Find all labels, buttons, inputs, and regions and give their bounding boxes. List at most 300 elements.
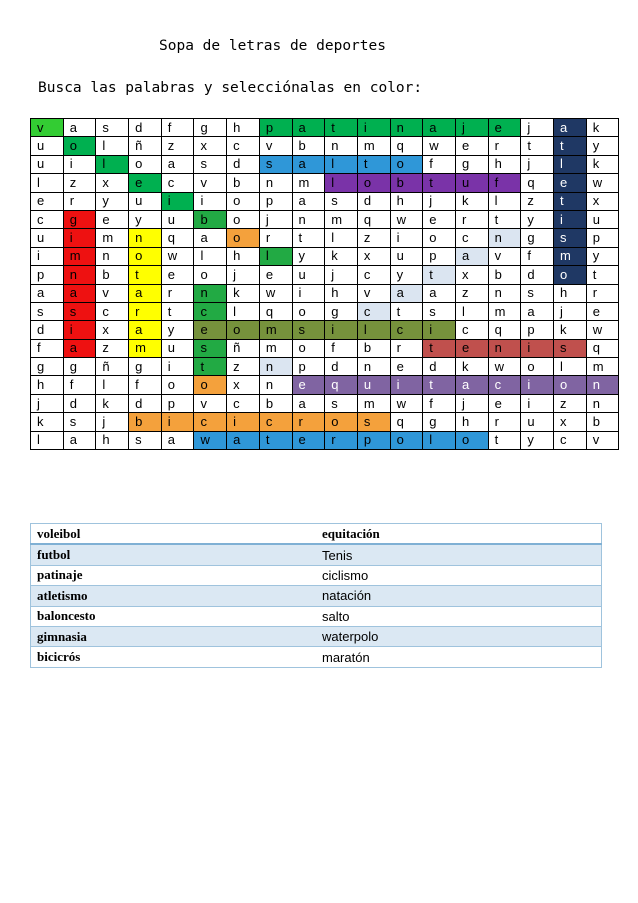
grid-cell[interactable]: a (292, 119, 325, 137)
grid-cell[interactable]: c (161, 174, 194, 192)
grid-cell[interactable]: s (129, 431, 162, 449)
grid-cell[interactable]: h (227, 247, 260, 265)
grid-cell[interactable]: t (161, 302, 194, 320)
grid-cell[interactable]: n (488, 339, 521, 357)
grid-cell[interactable]: u (31, 229, 64, 247)
grid-cell[interactable]: l (259, 247, 292, 265)
grid-cell[interactable]: n (586, 376, 619, 394)
grid-cell[interactable]: t (259, 431, 292, 449)
grid-cell[interactable]: x (554, 413, 587, 431)
grid-cell[interactable]: e (129, 174, 162, 192)
grid-cell[interactable]: a (63, 284, 96, 302)
grid-cell[interactable]: p (161, 394, 194, 412)
grid-cell[interactable]: p (357, 431, 390, 449)
grid-cell[interactable]: a (292, 192, 325, 210)
grid-cell[interactable]: y (586, 247, 619, 265)
grid-cell[interactable]: n (259, 376, 292, 394)
grid-cell[interactable]: g (129, 358, 162, 376)
grid-cell[interactable]: z (96, 339, 129, 357)
grid-cell[interactable]: c (227, 137, 260, 155)
grid-cell[interactable]: z (227, 358, 260, 376)
grid-cell[interactable]: m (96, 229, 129, 247)
grid-cell[interactable]: d (357, 192, 390, 210)
grid-cell[interactable]: e (455, 137, 488, 155)
grid-cell[interactable]: b (357, 339, 390, 357)
grid-cell[interactable]: g (63, 210, 96, 228)
grid-cell[interactable]: q (488, 321, 521, 339)
grid-cell[interactable]: x (96, 321, 129, 339)
grid-cell[interactable]: a (129, 321, 162, 339)
grid-cell[interactable]: r (63, 192, 96, 210)
grid-cell[interactable]: n (194, 284, 227, 302)
grid-cell[interactable]: d (423, 358, 456, 376)
grid-cell[interactable]: c (554, 431, 587, 449)
grid-cell[interactable]: b (227, 174, 260, 192)
grid-cell[interactable]: q (259, 302, 292, 320)
grid-cell[interactable]: u (455, 174, 488, 192)
grid-cell[interactable]: c (357, 302, 390, 320)
grid-cell[interactable]: y (292, 247, 325, 265)
grid-cell[interactable]: o (227, 229, 260, 247)
grid-cell[interactable]: i (161, 413, 194, 431)
grid-cell[interactable]: x (455, 266, 488, 284)
grid-cell[interactable]: c (194, 302, 227, 320)
grid-cell[interactable]: n (259, 174, 292, 192)
grid-cell[interactable]: z (521, 192, 554, 210)
grid-cell[interactable]: w (161, 247, 194, 265)
grid-cell[interactable]: o (227, 210, 260, 228)
grid-cell[interactable]: i (63, 321, 96, 339)
grid-cell[interactable]: g (63, 358, 96, 376)
grid-cell[interactable]: e (259, 266, 292, 284)
grid-cell[interactable]: t (325, 119, 358, 137)
grid-cell[interactable]: j (455, 394, 488, 412)
grid-cell[interactable]: t (423, 339, 456, 357)
grid-cell[interactable]: u (292, 266, 325, 284)
grid-cell[interactable]: l (325, 155, 358, 173)
grid-cell[interactable]: s (259, 155, 292, 173)
grid-cell[interactable]: h (31, 376, 64, 394)
grid-cell[interactable]: p (31, 266, 64, 284)
grid-cell[interactable]: r (390, 339, 423, 357)
grid-cell[interactable]: c (259, 413, 292, 431)
grid-cell[interactable]: l (325, 229, 358, 247)
grid-cell[interactable]: s (554, 229, 587, 247)
grid-cell[interactable]: s (63, 413, 96, 431)
grid-cell[interactable]: m (63, 247, 96, 265)
grid-cell[interactable]: c (488, 376, 521, 394)
grid-cell[interactable]: i (521, 394, 554, 412)
grid-cell[interactable]: y (521, 431, 554, 449)
grid-cell[interactable]: m (129, 339, 162, 357)
grid-cell[interactable]: v (357, 284, 390, 302)
grid-cell[interactable]: u (390, 247, 423, 265)
grid-cell[interactable]: c (390, 321, 423, 339)
grid-cell[interactable]: l (357, 321, 390, 339)
grid-cell[interactable]: k (554, 321, 587, 339)
grid-cell[interactable]: g (31, 358, 64, 376)
grid-cell[interactable]: u (161, 339, 194, 357)
grid-cell[interactable]: t (423, 174, 456, 192)
grid-cell[interactable]: c (455, 321, 488, 339)
grid-cell[interactable]: t (357, 155, 390, 173)
grid-cell[interactable]: n (292, 210, 325, 228)
grid-cell[interactable]: v (488, 247, 521, 265)
grid-cell[interactable]: x (586, 192, 619, 210)
grid-cell[interactable]: o (423, 229, 456, 247)
grid-cell[interactable]: y (586, 137, 619, 155)
grid-cell[interactable]: b (390, 174, 423, 192)
grid-cell[interactable]: s (194, 339, 227, 357)
grid-cell[interactable]: ñ (227, 339, 260, 357)
grid-cell[interactable]: k (455, 358, 488, 376)
grid-cell[interactable]: e (194, 321, 227, 339)
grid-cell[interactable]: e (292, 431, 325, 449)
grid-cell[interactable]: o (129, 155, 162, 173)
grid-cell[interactable]: v (194, 174, 227, 192)
grid-cell[interactable]: d (31, 321, 64, 339)
grid-cell[interactable]: e (455, 339, 488, 357)
grid-cell[interactable]: o (357, 174, 390, 192)
grid-cell[interactable]: f (423, 155, 456, 173)
grid-cell[interactable]: r (488, 413, 521, 431)
grid-cell[interactable]: g (325, 302, 358, 320)
grid-cell[interactable]: d (521, 266, 554, 284)
grid-cell[interactable]: x (227, 376, 260, 394)
grid-cell[interactable]: a (63, 339, 96, 357)
grid-cell[interactable]: a (521, 302, 554, 320)
grid-cell[interactable]: w (259, 284, 292, 302)
grid-cell[interactable]: k (96, 394, 129, 412)
grid-cell[interactable]: n (357, 358, 390, 376)
grid-cell[interactable]: a (63, 119, 96, 137)
grid-cell[interactable]: r (292, 413, 325, 431)
grid-cell[interactable]: f (31, 339, 64, 357)
grid-cell[interactable]: q (586, 339, 619, 357)
grid-cell[interactable]: l (423, 431, 456, 449)
grid-cell[interactable]: b (259, 394, 292, 412)
grid-cell[interactable]: u (521, 413, 554, 431)
grid-cell[interactable]: j (227, 266, 260, 284)
grid-cell[interactable]: c (227, 394, 260, 412)
grid-cell[interactable]: s (423, 302, 456, 320)
grid-cell[interactable]: v (194, 394, 227, 412)
grid-cell[interactable]: f (325, 339, 358, 357)
grid-cell[interactable]: y (96, 192, 129, 210)
grid-cell[interactable]: f (521, 247, 554, 265)
grid-cell[interactable]: j (521, 119, 554, 137)
grid-cell[interactable]: n (488, 284, 521, 302)
grid-cell[interactable]: s (521, 284, 554, 302)
grid-cell[interactable]: i (521, 376, 554, 394)
grid-cell[interactable]: o (325, 413, 358, 431)
grid-cell[interactable]: l (31, 431, 64, 449)
grid-cell[interactable]: s (194, 155, 227, 173)
grid-cell[interactable]: a (194, 229, 227, 247)
grid-cell[interactable]: t (423, 376, 456, 394)
grid-cell[interactable]: c (357, 266, 390, 284)
grid-cell[interactable]: b (292, 137, 325, 155)
grid-cell[interactable]: a (161, 431, 194, 449)
grid-cell[interactable]: e (586, 302, 619, 320)
grid-cell[interactable]: t (423, 266, 456, 284)
grid-cell[interactable]: i (325, 321, 358, 339)
grid-cell[interactable]: m (292, 174, 325, 192)
grid-cell[interactable]: m (554, 247, 587, 265)
grid-cell[interactable]: w (194, 431, 227, 449)
grid-cell[interactable]: e (292, 376, 325, 394)
grid-cell[interactable]: n (96, 247, 129, 265)
grid-cell[interactable]: s (31, 302, 64, 320)
grid-cell[interactable]: a (554, 119, 587, 137)
grid-cell[interactable]: m (325, 210, 358, 228)
grid-cell[interactable]: o (161, 376, 194, 394)
grid-cell[interactable]: k (586, 119, 619, 137)
grid-cell[interactable]: n (488, 229, 521, 247)
grid-cell[interactable]: p (259, 192, 292, 210)
grid-cell[interactable]: l (554, 155, 587, 173)
grid-cell[interactable]: h (390, 192, 423, 210)
grid-cell[interactable]: a (423, 119, 456, 137)
grid-cell[interactable]: f (423, 394, 456, 412)
grid-cell[interactable]: v (586, 431, 619, 449)
grid-cell[interactable]: s (554, 339, 587, 357)
grid-cell[interactable]: r (325, 431, 358, 449)
grid-cell[interactable]: l (325, 174, 358, 192)
grid-cell[interactable]: o (390, 155, 423, 173)
grid-cell[interactable]: q (357, 210, 390, 228)
grid-cell[interactable]: g (455, 155, 488, 173)
grid-cell[interactable]: i (554, 210, 587, 228)
grid-cell[interactable]: e (31, 192, 64, 210)
grid-cell[interactable]: t (390, 302, 423, 320)
grid-cell[interactable]: n (129, 229, 162, 247)
grid-cell[interactable]: a (455, 247, 488, 265)
grid-cell[interactable]: e (423, 210, 456, 228)
grid-cell[interactable]: h (227, 119, 260, 137)
grid-cell[interactable]: o (227, 321, 260, 339)
grid-cell[interactable]: x (357, 247, 390, 265)
grid-cell[interactable]: v (96, 284, 129, 302)
grid-cell[interactable]: l (455, 302, 488, 320)
grid-cell[interactable]: o (129, 247, 162, 265)
grid-cell[interactable]: p (423, 247, 456, 265)
grid-cell[interactable]: j (325, 266, 358, 284)
grid-cell[interactable]: w (423, 137, 456, 155)
grid-cell[interactable]: ñ (129, 137, 162, 155)
grid-cell[interactable]: n (586, 394, 619, 412)
grid-cell[interactable]: o (292, 302, 325, 320)
grid-cell[interactable]: u (161, 210, 194, 228)
grid-cell[interactable]: z (455, 284, 488, 302)
grid-cell[interactable]: o (554, 266, 587, 284)
grid-cell[interactable]: m (586, 358, 619, 376)
grid-cell[interactable]: h (325, 284, 358, 302)
grid-cell[interactable]: a (31, 284, 64, 302)
grid-cell[interactable]: k (455, 192, 488, 210)
grid-cell[interactable]: m (488, 302, 521, 320)
grid-cell[interactable]: q (521, 174, 554, 192)
grid-cell[interactable]: f (488, 174, 521, 192)
grid-cell[interactable]: h (455, 413, 488, 431)
grid-cell[interactable]: k (31, 413, 64, 431)
grid-cell[interactable]: g (423, 413, 456, 431)
grid-cell[interactable]: i (357, 119, 390, 137)
grid-cell[interactable]: y (161, 321, 194, 339)
grid-cell[interactable]: a (423, 284, 456, 302)
grid-cell[interactable]: e (488, 119, 521, 137)
grid-cell[interactable]: i (521, 339, 554, 357)
grid-cell[interactable]: q (390, 137, 423, 155)
grid-cell[interactable]: p (259, 119, 292, 137)
grid-cell[interactable]: h (96, 431, 129, 449)
grid-cell[interactable]: j (423, 192, 456, 210)
grid-cell[interactable]: o (292, 339, 325, 357)
grid-cell[interactable]: t (586, 266, 619, 284)
grid-cell[interactable]: f (161, 119, 194, 137)
grid-cell[interactable]: r (161, 284, 194, 302)
grid-cell[interactable]: c (96, 302, 129, 320)
grid-cell[interactable]: p (586, 229, 619, 247)
grid-cell[interactable]: a (63, 431, 96, 449)
grid-cell[interactable]: u (129, 192, 162, 210)
grid-cell[interactable]: i (390, 376, 423, 394)
grid-cell[interactable]: c (194, 413, 227, 431)
grid-cell[interactable]: w (488, 358, 521, 376)
grid-cell[interactable]: k (586, 155, 619, 173)
grid-cell[interactable]: s (325, 192, 358, 210)
grid-cell[interactable]: r (129, 302, 162, 320)
grid-cell[interactable]: l (96, 376, 129, 394)
grid-cell[interactable]: d (227, 155, 260, 173)
grid-cell[interactable]: b (586, 413, 619, 431)
grid-cell[interactable]: p (292, 358, 325, 376)
grid-cell[interactable]: b (488, 266, 521, 284)
grid-cell[interactable]: e (161, 266, 194, 284)
grid-cell[interactable]: ñ (96, 358, 129, 376)
grid-cell[interactable]: t (129, 266, 162, 284)
grid-cell[interactable]: t (521, 137, 554, 155)
grid-cell[interactable]: v (259, 137, 292, 155)
grid-cell[interactable]: z (63, 174, 96, 192)
grid-cell[interactable]: t (554, 137, 587, 155)
grid-cell[interactable]: i (63, 229, 96, 247)
grid-cell[interactable]: u (586, 210, 619, 228)
grid-cell[interactable]: q (161, 229, 194, 247)
grid-cell[interactable]: t (488, 210, 521, 228)
grid-cell[interactable]: i (161, 358, 194, 376)
grid-cell[interactable]: c (31, 210, 64, 228)
grid-cell[interactable]: l (488, 192, 521, 210)
grid-cell[interactable]: q (390, 413, 423, 431)
grid-cell[interactable]: i (227, 413, 260, 431)
grid-cell[interactable]: d (129, 119, 162, 137)
grid-cell[interactable]: j (554, 302, 587, 320)
grid-cell[interactable]: w (586, 321, 619, 339)
grid-cell[interactable]: x (96, 174, 129, 192)
grid-cell[interactable]: r (586, 284, 619, 302)
grid-cell[interactable]: w (586, 174, 619, 192)
grid-cell[interactable]: u (31, 137, 64, 155)
grid-cell[interactable]: i (161, 192, 194, 210)
grid-cell[interactable]: m (259, 339, 292, 357)
grid-cell[interactable]: f (63, 376, 96, 394)
grid-cell[interactable]: s (357, 413, 390, 431)
grid-cell[interactable]: o (194, 376, 227, 394)
grid-cell[interactable]: s (292, 321, 325, 339)
grid-cell[interactable]: h (554, 284, 587, 302)
grid-cell[interactable]: m (259, 321, 292, 339)
grid-cell[interactable]: r (455, 210, 488, 228)
grid-cell[interactable]: h (488, 155, 521, 173)
grid-cell[interactable]: g (194, 119, 227, 137)
grid-cell[interactable]: g (521, 229, 554, 247)
grid-cell[interactable]: l (227, 302, 260, 320)
grid-cell[interactable]: a (292, 394, 325, 412)
grid-cell[interactable]: w (390, 394, 423, 412)
grid-cell[interactable]: t (292, 229, 325, 247)
grid-cell[interactable]: l (96, 155, 129, 173)
grid-cell[interactable]: i (31, 247, 64, 265)
grid-cell[interactable]: e (96, 210, 129, 228)
grid-cell[interactable]: n (390, 119, 423, 137)
grid-cell[interactable]: s (63, 302, 96, 320)
grid-cell[interactable]: t (194, 358, 227, 376)
grid-cell[interactable]: o (194, 266, 227, 284)
grid-cell[interactable]: r (488, 137, 521, 155)
grid-cell[interactable]: l (96, 137, 129, 155)
grid-cell[interactable]: w (390, 210, 423, 228)
grid-cell[interactable]: a (390, 284, 423, 302)
grid-cell[interactable]: i (194, 192, 227, 210)
grid-cell[interactable]: o (455, 431, 488, 449)
grid-cell[interactable]: r (259, 229, 292, 247)
grid-cell[interactable]: l (31, 174, 64, 192)
grid-cell[interactable]: l (194, 247, 227, 265)
grid-cell[interactable]: b (194, 210, 227, 228)
grid-cell[interactable]: a (292, 155, 325, 173)
grid-cell[interactable]: z (357, 229, 390, 247)
grid-cell[interactable]: q (325, 376, 358, 394)
grid-cell[interactable]: e (554, 174, 587, 192)
grid-cell[interactable]: c (455, 229, 488, 247)
grid-cell[interactable]: f (129, 376, 162, 394)
grid-cell[interactable]: p (521, 321, 554, 339)
grid-cell[interactable]: y (390, 266, 423, 284)
grid-cell[interactable]: z (554, 394, 587, 412)
grid-cell[interactable]: o (554, 376, 587, 394)
grid-cell[interactable]: b (96, 266, 129, 284)
grid-cell[interactable]: j (521, 155, 554, 173)
grid-cell[interactable]: d (63, 394, 96, 412)
grid-cell[interactable]: i (292, 284, 325, 302)
grid-cell[interactable]: a (455, 376, 488, 394)
grid-cell[interactable]: o (227, 192, 260, 210)
grid-cell[interactable]: i (63, 155, 96, 173)
grid-cell[interactable]: j (96, 413, 129, 431)
grid-cell[interactable]: n (63, 266, 96, 284)
grid-cell[interactable]: j (31, 394, 64, 412)
grid-cell[interactable]: k (325, 247, 358, 265)
grid-cell[interactable]: d (129, 394, 162, 412)
grid-cell[interactable]: y (521, 210, 554, 228)
grid-cell[interactable]: k (227, 284, 260, 302)
grid-cell[interactable]: i (423, 321, 456, 339)
grid-cell[interactable]: j (455, 119, 488, 137)
grid-cell[interactable]: x (194, 137, 227, 155)
grid-cell[interactable]: o (521, 358, 554, 376)
grid-cell[interactable]: s (96, 119, 129, 137)
